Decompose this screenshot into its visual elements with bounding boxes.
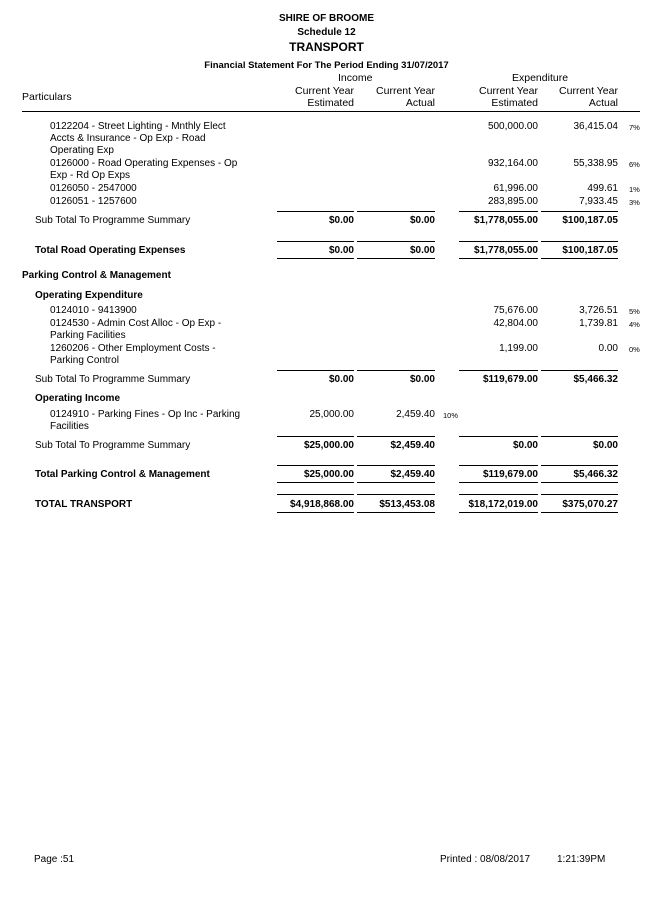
exp-act-value: 55,338.95	[573, 158, 618, 169]
exp-est-header-2: Estimated	[491, 97, 538, 109]
inc-est-total: $25,000.00	[303, 440, 354, 451]
line-item-label-cont: Parking Control	[50, 355, 119, 366]
line-item-label: 0124530 - Admin Cost Alloc - Op Exp -	[50, 318, 222, 329]
inc-est-total: $0.00	[328, 374, 354, 385]
inc-est-total: $25,000.00	[303, 469, 354, 480]
total-rule	[459, 370, 538, 371]
line-item-label: 0124910 - Parking Fines - Op Inc - Parking	[50, 409, 241, 420]
particulars-header: Particulars	[22, 91, 72, 103]
inc-act-total: $0.00	[409, 215, 435, 226]
total-rule	[541, 258, 618, 259]
inc-est-value: 25,000.00	[309, 409, 354, 420]
total-rule	[277, 241, 354, 242]
statement-title: Financial Statement For The Period Ending 31/07/2017	[204, 60, 449, 71]
total-rule	[459, 211, 538, 212]
total-rule	[541, 370, 618, 371]
total-rule	[357, 436, 435, 437]
total-rule	[541, 494, 618, 495]
exp-act-value: 499.61	[587, 183, 618, 194]
line-item-label-cont: Operating Exp	[50, 145, 114, 156]
exp-est-total: $1,778,055.00	[474, 215, 538, 226]
inc-act-total: $0.00	[409, 374, 435, 385]
percent-value: 10%	[443, 411, 459, 420]
printed-date: Printed : 08/08/2017	[440, 854, 531, 865]
exp-act-total: $0.00	[592, 440, 618, 451]
total-label: Total Road Operating Expenses	[35, 245, 186, 256]
exp-act-header-2: Actual	[588, 97, 618, 109]
total-rule	[541, 512, 618, 513]
exp-est-value: 932,164.00	[487, 158, 538, 169]
program-title: TRANSPORT	[289, 40, 364, 54]
total-rule	[459, 512, 538, 513]
exp-act-value: 36,415.04	[573, 121, 618, 132]
percent-value: 4%	[629, 320, 640, 329]
printed-time: 1:21:39PM	[557, 854, 606, 865]
total-rule	[459, 436, 538, 437]
total-rule	[277, 258, 354, 259]
header-rule	[22, 111, 640, 112]
income-group-label: Income	[338, 72, 373, 84]
income-act-header-2: Actual	[405, 97, 435, 109]
exp-est-value: 283,895.00	[487, 196, 538, 207]
page-number: Page :51	[34, 854, 75, 865]
percent-value: 3%	[629, 198, 640, 207]
inc-est-total: $0.00	[328, 215, 354, 226]
total-rule	[277, 494, 354, 495]
line-item-label: 0124010 - 9413900	[50, 305, 137, 316]
line-item-label: 1260206 - Other Employment Costs -	[50, 343, 216, 354]
total-rule	[541, 241, 618, 242]
total-rule	[277, 211, 354, 212]
total-rule	[277, 370, 354, 371]
total-rule	[541, 482, 618, 483]
total-rule	[459, 494, 538, 495]
inc-est-total: $0.00	[328, 245, 354, 256]
percent-value: 5%	[629, 307, 640, 316]
exp-est-value: 500,000.00	[487, 121, 538, 132]
inc-est-grand-total: $4,918,868.00	[290, 499, 354, 510]
exp-act-total: $5,466.32	[573, 469, 618, 480]
line-item-label-cont: Parking Facilities	[50, 330, 126, 341]
income-est-header-2: Estimated	[307, 97, 354, 109]
line-item-label: Accts & Insurance - Op Exp - Road	[50, 133, 206, 144]
subtotal-label: Sub Total To Programme Summary	[35, 215, 191, 226]
section-heading: Parking Control & Management	[22, 270, 171, 281]
exp-est-header-1: Current Year	[479, 85, 538, 97]
total-rule	[357, 370, 435, 371]
line-item-label: 0126051 - 1257600	[50, 196, 137, 207]
exp-act-total: $100,187.05	[562, 245, 618, 256]
grand-total-label: TOTAL TRANSPORT	[35, 499, 133, 510]
exp-act-value: 7,933.45	[579, 196, 618, 207]
exp-est-grand-total: $18,172,019.00	[468, 499, 538, 510]
subtotal-label: Sub Total To Programme Summary	[35, 374, 191, 385]
total-rule	[459, 241, 538, 242]
line-item-label: 0126050 - 2547000	[50, 183, 137, 194]
inc-act-total: $2,459.40	[390, 469, 435, 480]
exp-est-value: 61,996.00	[493, 183, 538, 194]
exp-est-value: 75,676.00	[493, 305, 538, 316]
inc-act-total: $2,459.40	[390, 440, 435, 451]
inc-act-value: 2,459.40	[396, 409, 435, 420]
exp-est-total: $119,679.00	[482, 469, 538, 480]
org-name: SHIRE OF BROOME	[278, 13, 374, 24]
exp-est-total: $1,778,055.00	[474, 245, 538, 256]
total-rule	[357, 494, 435, 495]
exp-act-grand-total: $375,070.27	[562, 499, 618, 510]
exp-est-total: $119,679.00	[482, 374, 538, 385]
exp-est-total: $0.00	[512, 440, 538, 451]
inc-act-grand-total: $513,453.08	[379, 499, 435, 510]
line-item-label-cont: Exp - Rd Op Exps	[50, 170, 131, 181]
percent-value: 7%	[629, 123, 640, 132]
total-rule	[541, 436, 618, 437]
line-item-label: 0122204 - Street Lighting - Mnthly Elect	[50, 121, 226, 132]
expenditure-group-label: Expenditure	[512, 72, 569, 84]
total-rule	[541, 211, 618, 212]
exp-act-value: 3,726.51	[579, 305, 618, 316]
total-rule	[541, 465, 618, 466]
total-rule	[357, 258, 435, 259]
subtotal-label: Sub Total To Programme Summary	[35, 440, 191, 451]
inc-act-total: $0.00	[409, 245, 435, 256]
total-label: Total Parking Control & Management	[35, 469, 210, 480]
income-est-header-1: Current Year	[295, 85, 354, 97]
percent-value: 1%	[629, 185, 640, 194]
total-rule	[277, 512, 354, 513]
exp-act-total: $100,187.05	[562, 215, 618, 226]
total-rule	[459, 258, 538, 259]
exp-act-value: 0.00	[598, 343, 618, 354]
total-rule	[357, 482, 435, 483]
subsection-heading: Operating Expenditure	[35, 290, 143, 301]
schedule-label: Schedule 12	[297, 27, 356, 38]
exp-act-total: $5,466.32	[573, 374, 618, 385]
line-item-label-cont: Facilities	[50, 421, 89, 432]
total-rule	[459, 482, 538, 483]
total-rule	[357, 465, 435, 466]
total-rule	[459, 465, 538, 466]
total-rule	[277, 436, 354, 437]
percent-value: 6%	[629, 160, 640, 169]
total-rule	[277, 482, 354, 483]
total-rule	[357, 241, 435, 242]
exp-est-value: 1,199.00	[499, 343, 538, 354]
total-rule	[277, 465, 354, 466]
total-rule	[357, 512, 435, 513]
line-item-label: 0126000 - Road Operating Expenses - Op	[50, 158, 238, 169]
exp-act-value: 1,739.81	[579, 318, 618, 329]
subsection-heading: Operating Income	[35, 393, 121, 404]
total-rule	[357, 211, 435, 212]
exp-act-header-1: Current Year	[559, 85, 618, 97]
percent-value: 0%	[629, 345, 640, 354]
income-act-header-1: Current Year	[376, 85, 435, 97]
exp-est-value: 42,804.00	[493, 318, 538, 329]
